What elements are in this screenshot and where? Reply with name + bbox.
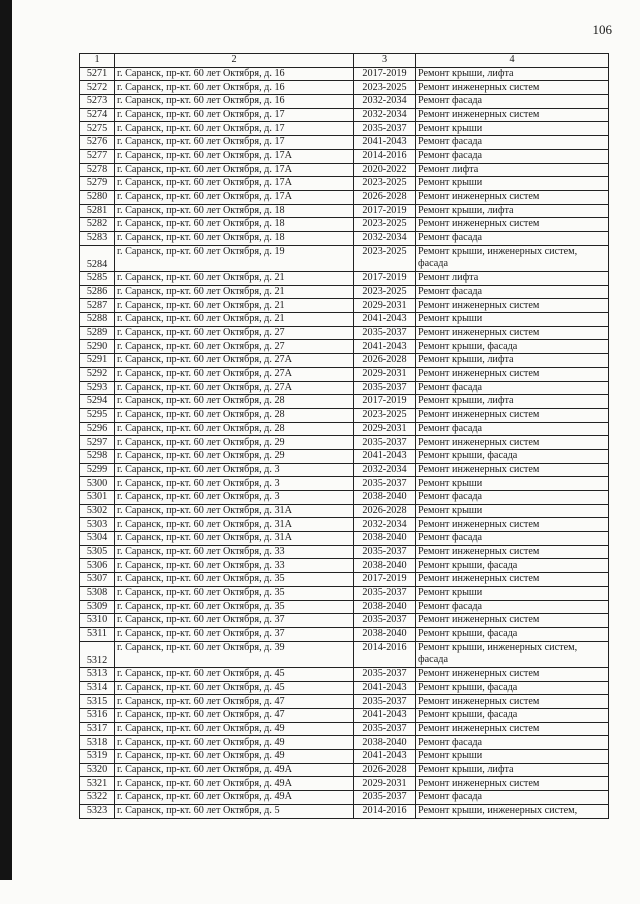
row-number: 5320 — [80, 763, 115, 777]
table-row — [80, 190, 609, 204]
period-cell: 2035-2037 — [354, 436, 416, 450]
work-type-cell: Ремонт фасада — [416, 491, 609, 505]
address-cell: г. Саранск, пр-кт. 60 лет Октября, д. 17А — [115, 149, 354, 163]
table-row — [80, 122, 609, 136]
address-cell: г. Саранск, пр-кт. 60 лет Октября, д. 49 — [115, 750, 354, 764]
repair-schedule-table — [79, 53, 609, 819]
page-number: 106 — [592, 22, 612, 37]
period-cell: 2035-2037 — [354, 722, 416, 736]
address-cell: г. Саранск, пр-кт. 60 лет Октября, д. 16 — [115, 95, 354, 109]
period-cell: 2026-2028 — [354, 354, 416, 368]
period-cell: 2029-2031 — [354, 422, 416, 436]
period-cell: 2032-2034 — [354, 95, 416, 109]
table-row — [80, 722, 609, 736]
period-cell: 2035-2037 — [354, 545, 416, 559]
table-row — [80, 231, 609, 245]
row-number: 5304 — [80, 532, 115, 546]
work-type-cell: Ремонт инженерных систем — [416, 573, 609, 587]
table-row — [80, 518, 609, 532]
work-type-cell: Ремонт фасада — [416, 791, 609, 805]
work-type-cell: Ремонт инженерных систем — [416, 777, 609, 791]
table-row — [80, 586, 609, 600]
table-row — [80, 395, 609, 409]
address-cell: г. Саранск, пр-кт. 60 лет Октября, д. 27А — [115, 381, 354, 395]
table-row — [80, 777, 609, 791]
row-number: 5316 — [80, 709, 115, 723]
row-number: 5294 — [80, 395, 115, 409]
row-number: 5321 — [80, 777, 115, 791]
address-cell: г. Саранск, пр-кт. 60 лет Октября, д. 27 — [115, 340, 354, 354]
row-number: 5296 — [80, 422, 115, 436]
work-type-cell: Ремонт инженерных систем — [416, 545, 609, 559]
period-cell: 2014-2016 — [354, 149, 416, 163]
period-cell: 2038-2040 — [354, 532, 416, 546]
work-type-cell: Ремонт фасада — [416, 285, 609, 299]
row-number: 5297 — [80, 436, 115, 450]
table-row — [80, 381, 609, 395]
period-cell: 2023-2025 — [354, 285, 416, 299]
table-row — [80, 67, 609, 81]
work-type-cell: Ремонт крыши — [416, 586, 609, 600]
work-type-cell: Ремонт лифта — [416, 163, 609, 177]
row-number: 5290 — [80, 340, 115, 354]
header-row — [80, 54, 609, 68]
work-type-cell: Ремонт фасада — [416, 422, 609, 436]
table-row — [80, 408, 609, 422]
address-cell: г. Саранск, пр-кт. 60 лет Октября, д. 29 — [115, 436, 354, 450]
row-number: 5295 — [80, 408, 115, 422]
row-number: 5308 — [80, 586, 115, 600]
row-number: 5317 — [80, 722, 115, 736]
address-cell: г. Саранск, пр-кт. 60 лет Октября, д. 39 — [115, 641, 354, 667]
work-type-cell: Ремонт крыши, фасада — [416, 627, 609, 641]
address-cell: г. Саранск, пр-кт. 60 лет Октября, д. 28 — [115, 408, 354, 422]
row-number: 5271 — [80, 67, 115, 81]
work-type-cell: Ремонт крыши, фасада — [416, 559, 609, 573]
address-cell: г. Саранск, пр-кт. 60 лет Октября, д. 49 — [115, 722, 354, 736]
period-cell: 2035-2037 — [354, 477, 416, 491]
row-number: 5287 — [80, 299, 115, 313]
work-type-cell: Ремонт крыши, фасада — [416, 340, 609, 354]
work-type-cell: Ремонт инженерных систем — [416, 518, 609, 532]
address-cell: г. Саранск, пр-кт. 60 лет Октября, д. 49 — [115, 736, 354, 750]
address-cell: г. Саранск, пр-кт. 60 лет Октября, д. 16 — [115, 81, 354, 95]
address-cell: г. Саранск, пр-кт. 60 лет Октября, д. 33 — [115, 545, 354, 559]
row-number: 5275 — [80, 122, 115, 136]
address-cell: г. Саранск, пр-кт. 60 лет Октября, д. 45 — [115, 667, 354, 681]
row-number: 5276 — [80, 136, 115, 150]
work-type-cell: Ремонт крыши — [416, 177, 609, 191]
period-cell: 2035-2037 — [354, 586, 416, 600]
row-number: 5318 — [80, 736, 115, 750]
column-header-4: 4 — [416, 54, 609, 68]
row-number: 5298 — [80, 449, 115, 463]
address-cell: г. Саранск, пр-кт. 60 лет Октября, д. 17А — [115, 190, 354, 204]
work-type-cell: Ремонт крыши, лифта — [416, 204, 609, 218]
work-type-cell: Ремонт крыши, фасада — [416, 709, 609, 723]
address-cell: г. Саранск, пр-кт. 60 лет Октября, д. 31А — [115, 504, 354, 518]
period-cell: 2041-2043 — [354, 681, 416, 695]
work-type-cell: Ремонт крыши, лифта — [416, 395, 609, 409]
row-number: 5285 — [80, 272, 115, 286]
period-cell: 2041-2043 — [354, 709, 416, 723]
address-cell: г. Саранск, пр-кт. 60 лет Октября, д. 47 — [115, 709, 354, 723]
work-type-cell: Ремонт крыши — [416, 750, 609, 764]
work-type-cell: Ремонт инженерных систем — [416, 190, 609, 204]
period-cell: 2032-2034 — [354, 463, 416, 477]
row-number: 5292 — [80, 367, 115, 381]
period-cell: 2029-2031 — [354, 367, 416, 381]
period-cell: 2017-2019 — [354, 67, 416, 81]
work-type-cell: Ремонт крыши, лифта — [416, 67, 609, 81]
period-cell: 2041-2043 — [354, 449, 416, 463]
period-cell: 2026-2028 — [354, 763, 416, 777]
table-row — [80, 477, 609, 491]
period-cell: 2023-2025 — [354, 177, 416, 191]
address-cell: г. Саранск, пр-кт. 60 лет Октября, д. 37 — [115, 627, 354, 641]
table-row — [80, 285, 609, 299]
address-cell: г. Саранск, пр-кт. 60 лет Октября, д. 49А — [115, 777, 354, 791]
period-cell: 2041-2043 — [354, 313, 416, 327]
work-type-cell: Ремонт инженерных систем — [416, 408, 609, 422]
table-row — [80, 545, 609, 559]
scan-edge-bar — [0, 0, 12, 880]
period-cell: 2035-2037 — [354, 667, 416, 681]
work-type-cell: Ремонт фасада — [416, 381, 609, 395]
work-type-cell: Ремонт инженерных систем — [416, 299, 609, 313]
table-row — [80, 422, 609, 436]
row-number: 5319 — [80, 750, 115, 764]
period-cell: 2041-2043 — [354, 136, 416, 150]
row-number: 5273 — [80, 95, 115, 109]
row-number: 5306 — [80, 559, 115, 573]
period-cell: 2017-2019 — [354, 204, 416, 218]
table-row — [80, 641, 609, 667]
row-number: 5282 — [80, 218, 115, 232]
work-type-cell: Ремонт фасада — [416, 95, 609, 109]
work-type-cell: Ремонт инженерных систем — [416, 367, 609, 381]
table-row — [80, 491, 609, 505]
row-number: 5315 — [80, 695, 115, 709]
period-cell: 2029-2031 — [354, 777, 416, 791]
table-row — [80, 340, 609, 354]
row-number: 5302 — [80, 504, 115, 518]
table-row — [80, 272, 609, 286]
table-row — [80, 449, 609, 463]
period-cell: 2014-2016 — [354, 641, 416, 667]
row-number: 5300 — [80, 477, 115, 491]
table-row — [80, 313, 609, 327]
address-cell: г. Саранск, пр-кт. 60 лет Октября, д. 28 — [115, 395, 354, 409]
work-type-cell: Ремонт фасада — [416, 736, 609, 750]
period-cell: 2035-2037 — [354, 614, 416, 628]
work-type-cell: Ремонт крыши, фасада — [416, 449, 609, 463]
table-row — [80, 709, 609, 723]
row-number: 5293 — [80, 381, 115, 395]
table-row — [80, 627, 609, 641]
address-cell: г. Саранск, пр-кт. 60 лет Октября, д. 47 — [115, 695, 354, 709]
row-number: 5272 — [80, 81, 115, 95]
row-number: 5289 — [80, 326, 115, 340]
row-number: 5278 — [80, 163, 115, 177]
address-cell: г. Саранск, пр-кт. 60 лет Октября, д. 33 — [115, 559, 354, 573]
address-cell: г. Саранск, пр-кт. 60 лет Октября, д. 35 — [115, 573, 354, 587]
period-cell: 2041-2043 — [354, 750, 416, 764]
period-cell: 2032-2034 — [354, 231, 416, 245]
table-row — [80, 95, 609, 109]
column-header-1: 1 — [80, 54, 115, 68]
period-cell: 2041-2043 — [354, 340, 416, 354]
work-type-cell: Ремонт крыши — [416, 122, 609, 136]
address-cell: г. Саранск, пр-кт. 60 лет Октября, д. 45 — [115, 681, 354, 695]
period-cell: 2032-2034 — [354, 108, 416, 122]
work-type-cell: Ремонт крыши — [416, 477, 609, 491]
work-type-cell: Ремонт инженерных систем — [416, 326, 609, 340]
address-cell: г. Саранск, пр-кт. 60 лет Октября, д. 27А — [115, 367, 354, 381]
work-type-cell: Ремонт фасада — [416, 149, 609, 163]
row-number: 5291 — [80, 354, 115, 368]
period-cell: 2038-2040 — [354, 491, 416, 505]
table-row — [80, 463, 609, 477]
table-row — [80, 750, 609, 764]
address-cell: г. Саранск, пр-кт. 60 лет Октября, д. 3 — [115, 477, 354, 491]
address-cell: г. Саранск, пр-кт. 60 лет Октября, д. 35 — [115, 586, 354, 600]
column-header-2: 2 — [115, 54, 354, 68]
work-type-cell: Ремонт крыши, инженерных систем, фасада — [416, 641, 609, 667]
row-number: 5286 — [80, 285, 115, 299]
row-number: 5280 — [80, 190, 115, 204]
period-cell: 2035-2037 — [354, 122, 416, 136]
table-row — [80, 559, 609, 573]
table-row — [80, 600, 609, 614]
table-row — [80, 367, 609, 381]
period-cell: 2020-2022 — [354, 163, 416, 177]
table-row — [80, 436, 609, 450]
row-number: 5322 — [80, 791, 115, 805]
work-type-cell: Ремонт инженерных систем — [416, 722, 609, 736]
table-row — [80, 326, 609, 340]
row-number: 5310 — [80, 614, 115, 628]
period-cell: 2023-2025 — [354, 408, 416, 422]
period-cell: 2038-2040 — [354, 627, 416, 641]
table-row — [80, 573, 609, 587]
row-number: 5301 — [80, 491, 115, 505]
row-number: 5323 — [80, 804, 115, 818]
period-cell: 2038-2040 — [354, 736, 416, 750]
period-cell: 2017-2019 — [354, 272, 416, 286]
work-type-cell: Ремонт инженерных систем — [416, 463, 609, 477]
table-row — [80, 681, 609, 695]
address-cell: г. Саранск, пр-кт. 60 лет Октября, д. 18 — [115, 231, 354, 245]
table-header — [80, 54, 609, 68]
work-type-cell: Ремонт фасада — [416, 600, 609, 614]
address-cell: г. Саранск, пр-кт. 60 лет Октября, д. 3 — [115, 491, 354, 505]
work-type-cell: Ремонт инженерных систем — [416, 218, 609, 232]
table-row — [80, 504, 609, 518]
work-type-cell: Ремонт крыши — [416, 504, 609, 518]
work-type-cell: Ремонт фасада — [416, 136, 609, 150]
period-cell: 2023-2025 — [354, 218, 416, 232]
address-cell: г. Саранск, пр-кт. 60 лет Октября, д. 49А — [115, 763, 354, 777]
address-cell: г. Саранск, пр-кт. 60 лет Октября, д. 17 — [115, 108, 354, 122]
period-cell: 2023-2025 — [354, 81, 416, 95]
address-cell: г. Саранск, пр-кт. 60 лет Октября, д. 17А — [115, 177, 354, 191]
table-row — [80, 81, 609, 95]
table-row — [80, 149, 609, 163]
address-cell: г. Саранск, пр-кт. 60 лет Октября, д. 18 — [115, 204, 354, 218]
row-number: 5283 — [80, 231, 115, 245]
address-cell: г. Саранск, пр-кт. 60 лет Октября, д. 17А — [115, 163, 354, 177]
work-type-cell: Ремонт крыши, лифта — [416, 763, 609, 777]
table-row — [80, 804, 609, 818]
work-type-cell: Ремонт крыши, инженерных систем, фасада — [416, 245, 609, 271]
table-row — [80, 218, 609, 232]
table-row — [80, 108, 609, 122]
address-cell: г. Саранск, пр-кт. 60 лет Октября, д. 31А — [115, 532, 354, 546]
period-cell: 2038-2040 — [354, 600, 416, 614]
period-cell: 2038-2040 — [354, 559, 416, 573]
table-row — [80, 204, 609, 218]
period-cell: 2017-2019 — [354, 573, 416, 587]
address-cell: г. Саранск, пр-кт. 60 лет Октября, д. 21 — [115, 285, 354, 299]
address-cell: г. Саранск, пр-кт. 60 лет Октября, д. 37 — [115, 614, 354, 628]
work-type-cell: Ремонт инженерных систем — [416, 436, 609, 450]
row-number: 5314 — [80, 681, 115, 695]
address-cell: г. Саранск, пр-кт. 60 лет Октября, д. 21 — [115, 299, 354, 313]
address-cell: г. Саранск, пр-кт. 60 лет Октября, д. 5 — [115, 804, 354, 818]
period-cell: 2035-2037 — [354, 381, 416, 395]
row-number: 5309 — [80, 600, 115, 614]
work-type-cell: Ремонт крыши, лифта — [416, 354, 609, 368]
table-body — [80, 67, 609, 818]
address-cell: г. Саранск, пр-кт. 60 лет Октября, д. 35 — [115, 600, 354, 614]
work-type-cell: Ремонт инженерных систем — [416, 108, 609, 122]
period-cell: 2035-2037 — [354, 695, 416, 709]
table-row — [80, 245, 609, 271]
row-number: 5288 — [80, 313, 115, 327]
work-type-cell: Ремонт крыши, фасада — [416, 681, 609, 695]
address-cell: г. Саранск, пр-кт. 60 лет Октября, д. 3 — [115, 463, 354, 477]
table-row — [80, 177, 609, 191]
table-row — [80, 695, 609, 709]
work-type-cell: Ремонт крыши — [416, 313, 609, 327]
address-cell: г. Саранск, пр-кт. 60 лет Октября, д. 17 — [115, 136, 354, 150]
period-cell: 2032-2034 — [354, 518, 416, 532]
period-cell: 2035-2037 — [354, 791, 416, 805]
address-cell: г. Саранск, пр-кт. 60 лет Октября, д. 28 — [115, 422, 354, 436]
period-cell: 2017-2019 — [354, 395, 416, 409]
period-cell: 2035-2037 — [354, 326, 416, 340]
column-header-3: 3 — [354, 54, 416, 68]
table-row — [80, 791, 609, 805]
work-type-cell: Ремонт инженерных систем — [416, 81, 609, 95]
row-number: 5274 — [80, 108, 115, 122]
row-number: 5284 — [80, 245, 115, 271]
table-row — [80, 763, 609, 777]
address-cell: г. Саранск, пр-кт. 60 лет Октября, д. 29 — [115, 449, 354, 463]
work-type-cell: Ремонт инженерных систем — [416, 614, 609, 628]
address-cell: г. Саранск, пр-кт. 60 лет Октября, д. 27А — [115, 354, 354, 368]
table-row — [80, 614, 609, 628]
table-row — [80, 667, 609, 681]
period-cell: 2026-2028 — [354, 504, 416, 518]
address-cell: г. Саранск, пр-кт. 60 лет Октября, д. 16 — [115, 67, 354, 81]
row-number: 5303 — [80, 518, 115, 532]
row-number: 5277 — [80, 149, 115, 163]
work-type-cell: Ремонт лифта — [416, 272, 609, 286]
table-row — [80, 354, 609, 368]
row-number: 5279 — [80, 177, 115, 191]
work-type-cell: Ремонт фасада — [416, 532, 609, 546]
address-cell: г. Саранск, пр-кт. 60 лет Октября, д. 19 — [115, 245, 354, 271]
row-number: 5312 — [80, 641, 115, 667]
table-row — [80, 736, 609, 750]
address-cell: г. Саранск, пр-кт. 60 лет Октября, д. 49А — [115, 791, 354, 805]
period-cell: 2026-2028 — [354, 190, 416, 204]
row-number: 5281 — [80, 204, 115, 218]
row-number: 5299 — [80, 463, 115, 477]
address-cell: г. Саранск, пр-кт. 60 лет Октября, д. 21 — [115, 272, 354, 286]
address-cell: г. Саранск, пр-кт. 60 лет Октября, д. 17 — [115, 122, 354, 136]
address-cell: г. Саранск, пр-кт. 60 лет Октября, д. 18 — [115, 218, 354, 232]
table-row — [80, 163, 609, 177]
period-cell: 2023-2025 — [354, 245, 416, 271]
table-row — [80, 136, 609, 150]
period-cell: 2029-2031 — [354, 299, 416, 313]
work-type-cell: Ремонт фасада — [416, 231, 609, 245]
work-type-cell: Ремонт инженерных систем — [416, 667, 609, 681]
address-cell: г. Саранск, пр-кт. 60 лет Октября, д. 31А — [115, 518, 354, 532]
row-number: 5311 — [80, 627, 115, 641]
row-number: 5307 — [80, 573, 115, 587]
row-number: 5313 — [80, 667, 115, 681]
work-type-cell: Ремонт крыши, инженерных систем, — [416, 804, 609, 818]
table-row — [80, 299, 609, 313]
address-cell: г. Саранск, пр-кт. 60 лет Октября, д. 27 — [115, 326, 354, 340]
address-cell: г. Саранск, пр-кт. 60 лет Октября, д. 21 — [115, 313, 354, 327]
table-row — [80, 532, 609, 546]
work-type-cell: Ремонт инженерных систем — [416, 695, 609, 709]
row-number: 5305 — [80, 545, 115, 559]
period-cell: 2014-2016 — [354, 804, 416, 818]
